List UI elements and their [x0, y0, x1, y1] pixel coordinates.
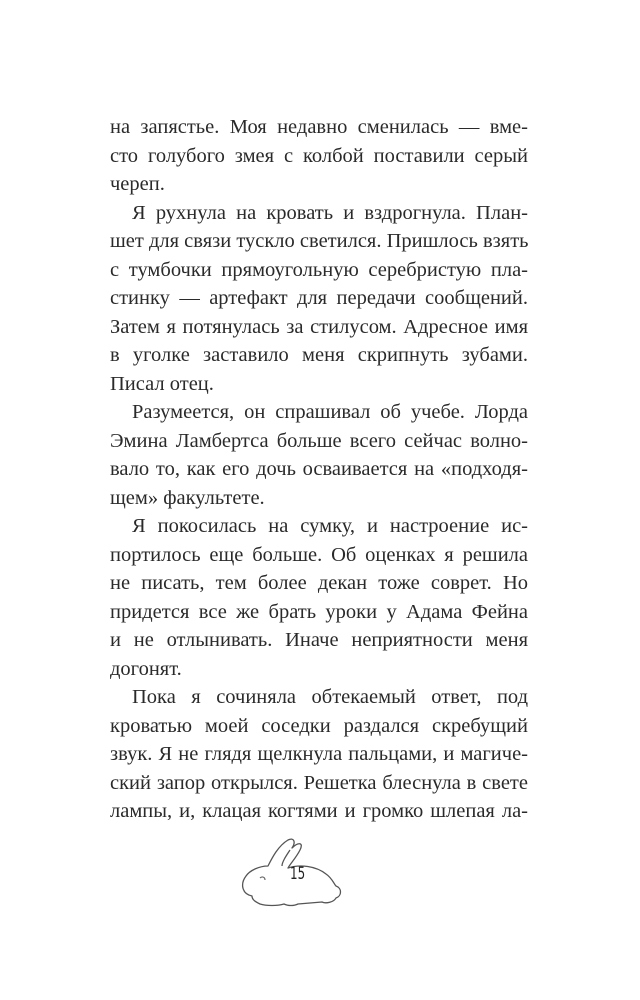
- text-line: Эмина Ламбертса больше всего сейчас волно-: [110, 429, 528, 452]
- text-line: лампы, и, клацая когтями и громко шлепая ла-: [110, 800, 528, 822]
- text-line: Я рухнула на кровать и вздрогнула. План-: [132, 201, 528, 224]
- text-line: в уголке заставило меня скрипнуть зубами.: [110, 344, 528, 366]
- text-line: и не отлынивать. Иначе неприятности меня: [110, 629, 528, 651]
- page-number: 15: [290, 864, 306, 884]
- text-line: ский запор открылся. Решетка блеснула в свете: [110, 771, 528, 794]
- text-line: не писать, тем более декан тоже соврет. Но: [110, 572, 528, 594]
- text-line: Писал отец.: [110, 372, 214, 395]
- text-line: догонят.: [110, 657, 182, 680]
- page-number-folio: [238, 836, 344, 910]
- text-line: шет для связи тускло светился. Пришлось взять: [110, 230, 529, 252]
- text-line: портилось еще больше. Об оценках я решила: [110, 543, 528, 566]
- body-text: [110, 113, 528, 826]
- text-line: череп.: [110, 173, 165, 195]
- text-line: кроватью моей соседки раздался скребущий: [110, 714, 528, 737]
- text-line: Разумеется, он спрашивал об учебе. Лорда: [132, 401, 528, 423]
- text-line: с тумбочки прямоугольную серебристую пла-: [110, 258, 528, 281]
- text-line: Пока я сочиняла обтекаемый ответ, под: [132, 686, 528, 708]
- text-line: на запястье. Моя недавно сменилась — вме-: [110, 116, 528, 138]
- text-line: Я покосилась на сумку, и настроение ис-: [132, 515, 528, 537]
- text-line: стинку — артефакт для передачи сообщений.: [110, 287, 528, 309]
- text-line: звук. Я не глядя щелкнула пальцами, и магиче-: [110, 743, 528, 765]
- text-line: придется все же брать уроки у Адама Фейна: [110, 600, 528, 623]
- text-line: щем» факультете.: [110, 486, 265, 509]
- text-line: Затем я потянулась за стилусом. Адресное имя: [110, 315, 528, 338]
- text-line: вало то, как его дочь осваивается на «подходя-: [110, 458, 528, 480]
- text-line: сто голубого змея с колбой поставили серый: [110, 144, 528, 167]
